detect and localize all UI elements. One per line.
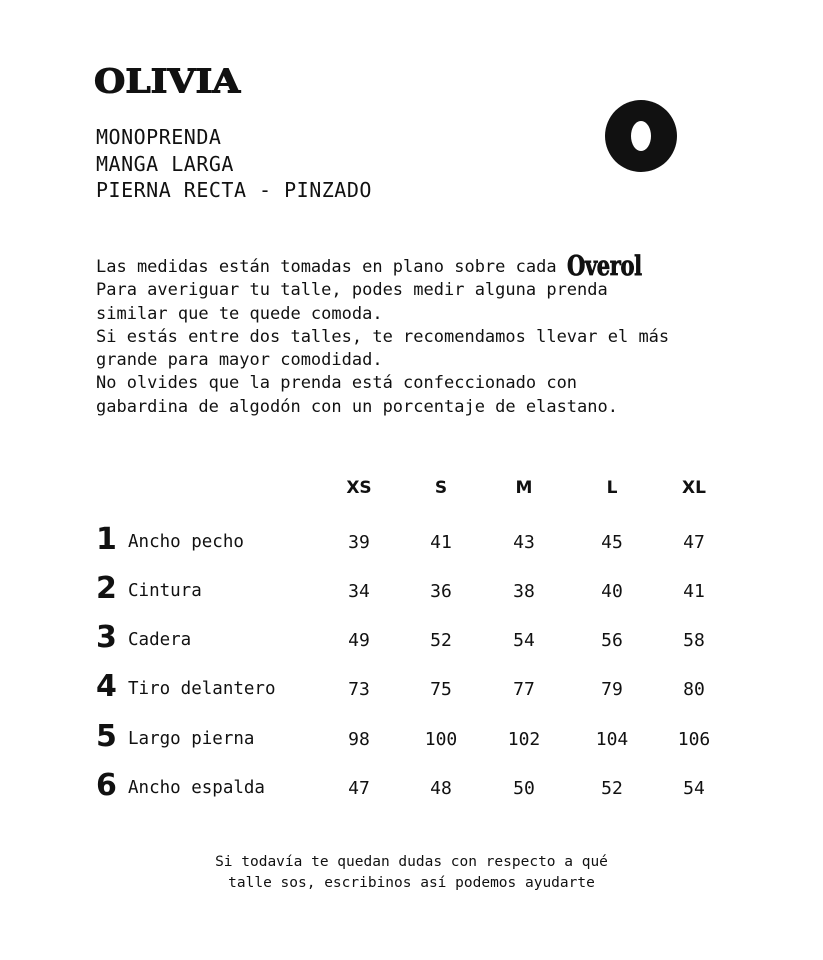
cell-m: 102	[507, 729, 541, 750]
row-label: Tiro delantero	[128, 679, 276, 699]
desc-line-5: grande para mayor comodidad.	[96, 350, 383, 371]
cell-s: 41	[430, 532, 452, 553]
desc-line-6: No olvides que la prenda está confeccionado con	[96, 373, 578, 394]
footer-line-2: talle sos, escribinos así podemos ayudarte	[228, 875, 595, 891]
feature-leg: PIERNA RECTA - PINZADO	[96, 178, 372, 202]
cell-s: 52	[430, 630, 452, 651]
feature-type: MONOPRENDA	[96, 125, 222, 149]
row-number: 1	[96, 522, 117, 557]
product-features	[96, 124, 372, 204]
cell-xs: 34	[348, 581, 370, 602]
desc-line-4: Si estás entre dos talles, te recomendamos llevar el más	[96, 326, 670, 347]
cell-s: 36	[430, 581, 452, 602]
desc-line-1	[96, 251, 736, 282]
row-label: Cadera	[128, 630, 192, 650]
row-label: Largo pierna	[128, 729, 255, 749]
product-title: OLIVIA	[94, 62, 241, 101]
cell-s: 75	[430, 679, 452, 700]
cell-l: 79	[601, 679, 623, 700]
row-number: 5	[96, 719, 117, 754]
row-number: 3	[96, 620, 117, 655]
brand-wordmark: Overol	[566, 251, 642, 282]
row-label: Cintura	[128, 581, 202, 601]
row-label: Ancho pecho	[128, 532, 244, 552]
row-number: 2	[96, 571, 117, 606]
size-header-s: S	[434, 478, 448, 498]
cell-l: 52	[601, 778, 623, 799]
cell-xl: 58	[683, 630, 705, 651]
cell-xs: 47	[348, 778, 370, 799]
footer-note	[0, 852, 823, 894]
cell-l: 40	[601, 581, 623, 602]
brand-logo-icon	[605, 100, 677, 172]
cell-xs: 98	[348, 729, 370, 750]
cell-m: 50	[513, 778, 535, 799]
cell-l: 56	[601, 630, 623, 651]
desc-line-1-text: Las medidas están tomadas en plano sobre cada	[96, 257, 557, 277]
table-row	[0, 522, 823, 566]
cell-xl: 106	[677, 729, 711, 750]
cell-l: 45	[601, 532, 623, 553]
desc-line-3: similar que te quede comoda.	[96, 303, 383, 324]
cell-xs: 73	[348, 679, 370, 700]
desc-line-2: Para averiguar tu talle, podes medir alguna prenda	[96, 280, 608, 301]
footer-line-1: Si todavía te quedan dudas con respecto a qué	[215, 854, 608, 870]
table-row	[0, 620, 823, 664]
cell-s: 48	[430, 778, 452, 799]
cell-l: 104	[595, 729, 629, 750]
table-row	[0, 768, 823, 812]
table-row	[0, 571, 823, 615]
row-label: Ancho espalda	[128, 778, 265, 798]
row-number: 4	[96, 669, 117, 704]
table-row	[0, 719, 823, 763]
measurement-description	[96, 251, 736, 419]
cell-xl: 80	[683, 679, 705, 700]
row-number: 6	[96, 768, 117, 803]
cell-m: 43	[513, 532, 535, 553]
cell-m: 54	[513, 630, 535, 651]
size-header-xl: XL	[682, 478, 706, 498]
desc-line-7: gabardina de algodón con un porcentaje de elastano.	[96, 396, 618, 417]
cell-s: 100	[424, 729, 458, 750]
size-header-l: L	[606, 478, 618, 498]
cell-xs: 49	[348, 630, 370, 651]
cell-xl: 47	[683, 532, 705, 553]
table-row	[0, 669, 823, 713]
feature-sleeve: MANGA LARGA	[96, 151, 234, 176]
size-header-xs: XS	[346, 478, 372, 498]
cell-m: 77	[513, 679, 535, 700]
cell-xs: 39	[348, 532, 370, 553]
cell-m: 38	[513, 581, 535, 602]
size-header-m: M	[515, 478, 533, 498]
cell-xl: 54	[683, 778, 705, 799]
cell-xl: 41	[683, 581, 705, 602]
